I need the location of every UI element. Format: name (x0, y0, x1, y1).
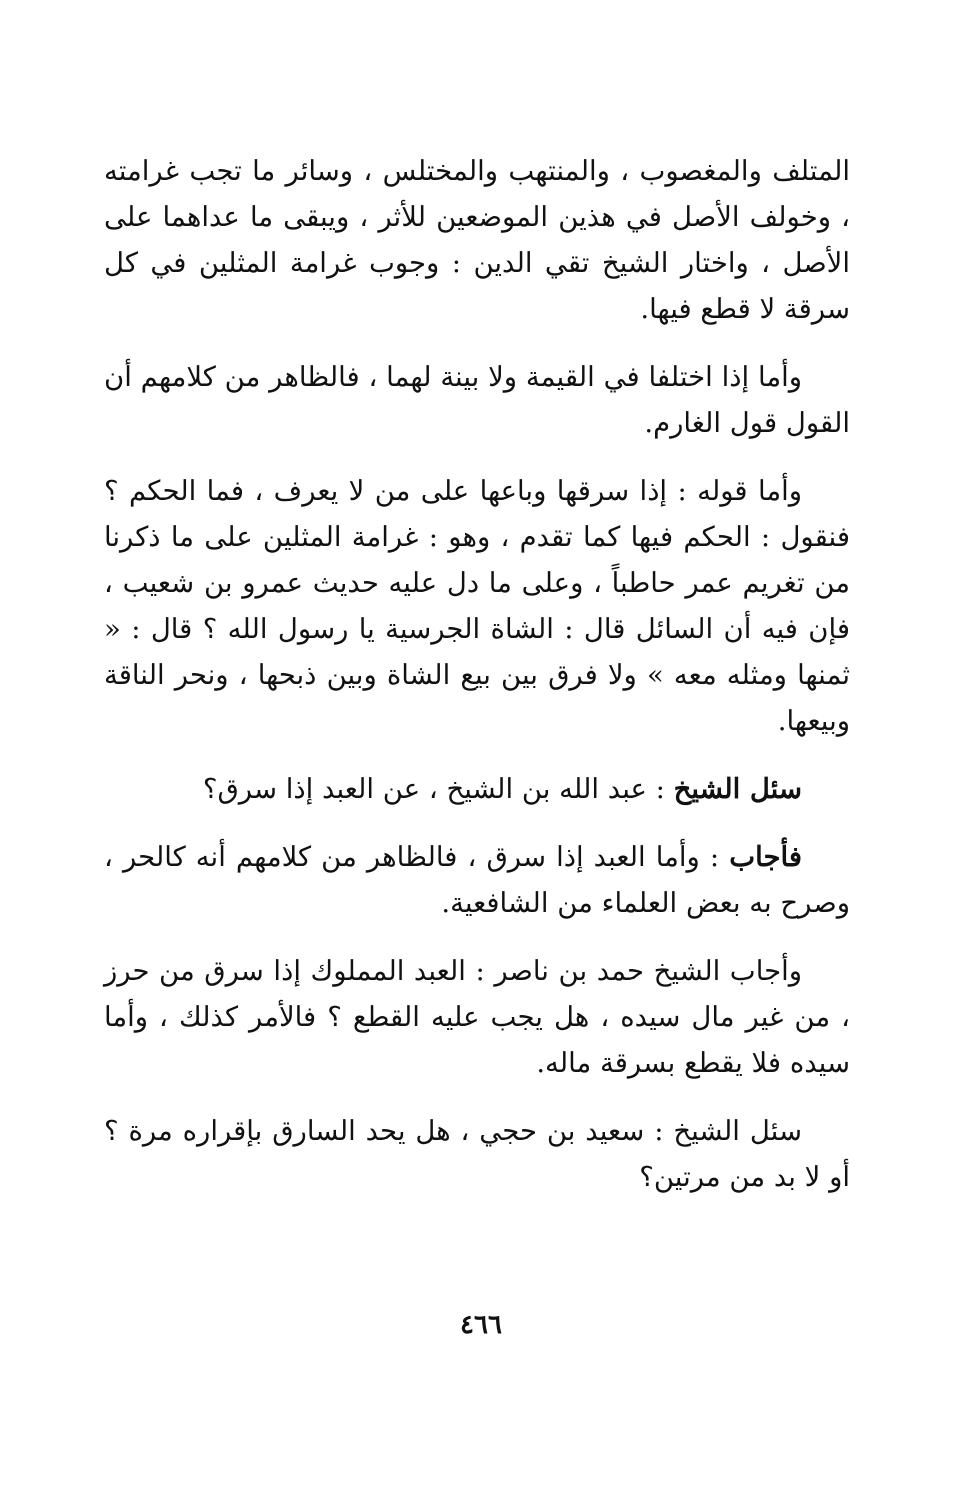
body-text (104, 148, 850, 1222)
paragraph-5-text: : وأما العبد إذا سرق ، فالظاهر من كلامهم أنه كالحر ، وصرح به بعض العلماء من الشافعية. (104, 841, 850, 919)
paragraph-5-lead: فأجاب (729, 841, 802, 873)
paragraph-2 (104, 354, 850, 446)
paragraph-3-text: وأما قوله : إذا سرقها وباعها على من لا يعرف ، فما الحكم ؟ فنقول : الحكم فيها كما تقدم ، وهو : غرامة المثلين على ما ذكرنا من تغريم عمر حاطباً ، وعلى ما دل عليه حديث عمرو بن شعيب ، فإن فيه أن السائل قال : الشاة الجرسية يا رسول الله ؟ قال : « ثمنها ومثله معه » ولا فرق بين بيع الشاة وبين ذبحها ، ونحر الناقة وبيعها. (104, 475, 850, 737)
paragraph-7-text: سئل الشيخ : سعيد بن حجي ، هل يحد السارق بإقراره مرة ؟ أو لا بد من مرتين؟ (104, 1115, 850, 1193)
paragraph-4 (104, 766, 850, 812)
paragraph-6 (104, 948, 850, 1086)
page-number: ٤٦٦ (460, 1310, 502, 1340)
paragraph-6-text: وأجاب الشيخ حمد بن ناصر : العبد المملوك إذا سرق من حرز ، من غير مال سيده ، هل يجب عليه القطع ؟ فالأمر كذلك ، وأما سيده فلا يقطع بسرقة ماله. (104, 955, 850, 1079)
paragraph-4-text: : عبد الله بن الشيخ ، عن العبد إذا سرق؟ (202, 773, 674, 805)
paragraph-5 (104, 834, 850, 926)
paragraph-3 (104, 468, 850, 744)
paragraph-1 (104, 148, 850, 332)
paragraph-4-lead: سئل الشيخ (673, 773, 802, 805)
paragraph-7 (104, 1108, 850, 1200)
paragraph-2-text: وأما إذا اختلفا في القيمة ولا بينة لهما ، فالظاهر من كلامهم أن القول قول الغارم. (104, 361, 850, 439)
paragraph-1-text: المتلف والمغصوب ، والمنتهب والمختلس ، وسائر ما تجب غرامته ، وخولف الأصل في هذين الموضعين للأثر ، ويبقى ما عداهما على الأصل ، واختار الشيخ تقي الدين : وجوب غرامة المثلين في كل سرقة لا قطع فيها. (104, 155, 850, 325)
